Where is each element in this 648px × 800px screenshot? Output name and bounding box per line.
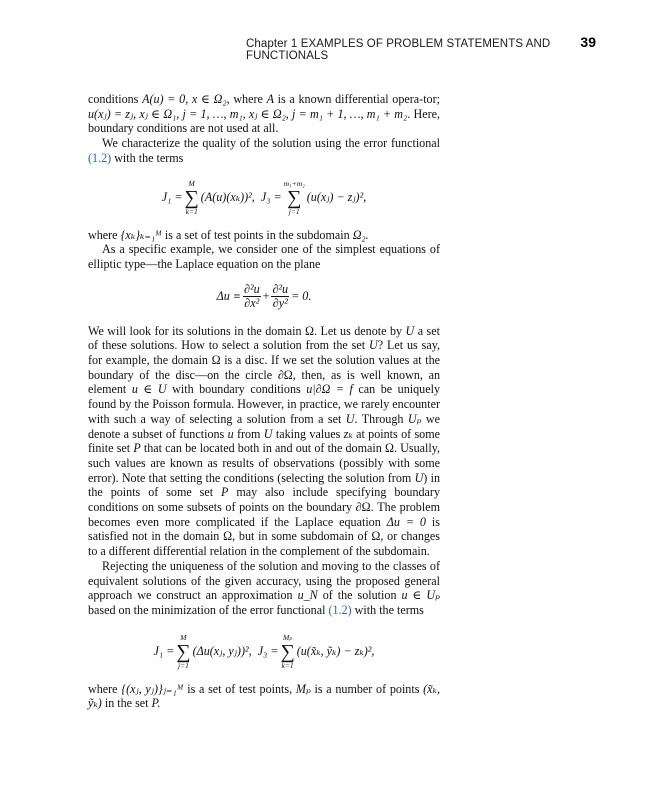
equation-ref-link[interactable]: (1.2) bbox=[88, 150, 112, 165]
paragraph-solution-selection: We will look for its solutions in the domain Ω. Let us denote by U a set of these solutions. How to select a solution from the set U? Let us say, for example, the domain Ω is a disc. If we set the solution values at the boundary of the disc—on the circle ∂Ω, then, as is well known, an element u ∈ U with boundary conditions u|∂Ω = f can be uniquely found by the Poisson formula. However, in practice, we rarely encounter with such a way of selecting a solution from a set U. Through Uₚ we denote a subset of functions u from U taking values zₖ at points of some finite set P that can be located both in and out of the domain Ω. Usually, such values are known as results of observations (possibly with some error). Note that setting the conditions (selecting the solution from U) in the points of some set P may also include specifying boundary conditions on some subsets of points on the boundary ∂Ω. The problem becomes even more complicated if the Laplace equation Δu = 0 is satisfied not in the domain Ω, but in some subdomain of Ω, or changes to a different differential relation in the complement of the subdomain. bbox=[88, 323, 440, 559]
page-body bbox=[88, 92, 440, 711]
math-A: A bbox=[266, 92, 274, 106]
equation-J-terms-1: J₁ = M ∑ k=1 (A(u)(xₖ))², J₃ = m₁+m₂ ∑ j=1 (u(xⱼ) − zⱼ)², bbox=[161, 178, 367, 216]
paragraph-test-points-2: where {(xⱼ, yⱼ)}ⱼ₌₁ᴹ is a set of test points, Mₚ is a number of points (x̃ₖ, ỹₖ) in the set P. bbox=[88, 681, 440, 711]
paragraph-boundary-conditions: conditions A(u) = 0, x ∈ Ω₂, where A is a known differential opera-tor; u(xⱼ) = zⱼ, xⱼ ∈ Ω₁, j = 1, …, m₁, xⱼ ∈ Ω₂, j = m₁ + 1, …, m₁ + m₂. Here, boundary conditions are not used at all. bbox=[88, 92, 440, 136]
running-head: Chapter 1 EXAMPLES OF PROBLEM STATEMENTS AND FUNCTIONALS bbox=[246, 38, 551, 62]
sum-operator: M ∑ j=1 bbox=[176, 632, 191, 670]
sum-operator: Mₚ ∑ k=1 bbox=[280, 632, 295, 670]
page-number: 39 bbox=[580, 34, 596, 50]
paragraph-approximation: Rejecting the uniqueness of the solution and moving to the classes of equivalent solutions of the given accuracy, using the proposed general approach we construct an approximation u_N of the solution u ∈ Uₚ based on the minimization of the error functional (1.2) with the terms bbox=[88, 558, 440, 617]
paragraph-error-functional: We characterize the quality of the solution using the error functional (1.2) with the terms bbox=[88, 136, 440, 165]
equation-ref-link[interactable]: (1.2) bbox=[328, 602, 352, 617]
math-cond-u: u(xⱼ) = zⱼ, xⱼ ∈ Ω₁, j = 1, …, m₁, xⱼ ∈ Ω₂, j = m₁ + 1, …, m₁ + m₂ bbox=[88, 106, 408, 121]
sum-operator: M ∑ k=1 bbox=[184, 178, 199, 216]
paragraph-test-points: where {xₖ}ₖ₌₁ᴹ is a set of test points in the subdomain Ω₂. bbox=[88, 227, 369, 242]
equation-J-terms-2: J₁ = M ∑ j=1 (Δu(xⱼ, yⱼ))², J₃ = Mₚ ∑ k=1 (u(x̃ₖ, ỹₖ) − zₖ)², bbox=[153, 632, 375, 670]
sum-operator: m₁+m₂ ∑ j=1 bbox=[283, 178, 305, 216]
math-cond-A: A(u) = 0, x ∈ Ω₂ bbox=[142, 92, 227, 106]
fraction: $\frac{\text{∂²u}}{\text{∂y²}}$ bbox=[272, 282, 289, 311]
equation-laplace: Δu ≡ $\frac{\text{∂²u}}{\text{∂x²}}$ + $\frac{\text{∂²u}}{\text{∂y²}}$ = 0. bbox=[216, 282, 312, 311]
page-header bbox=[246, 34, 596, 62]
fraction: $\frac{\text{∂²u}}{\text{∂x²}}$ bbox=[243, 282, 260, 311]
paragraph-laplace-intro: As a specific example, we consider one of the simplest equations of elliptic type—the Laplace equation on the plane bbox=[88, 242, 440, 271]
